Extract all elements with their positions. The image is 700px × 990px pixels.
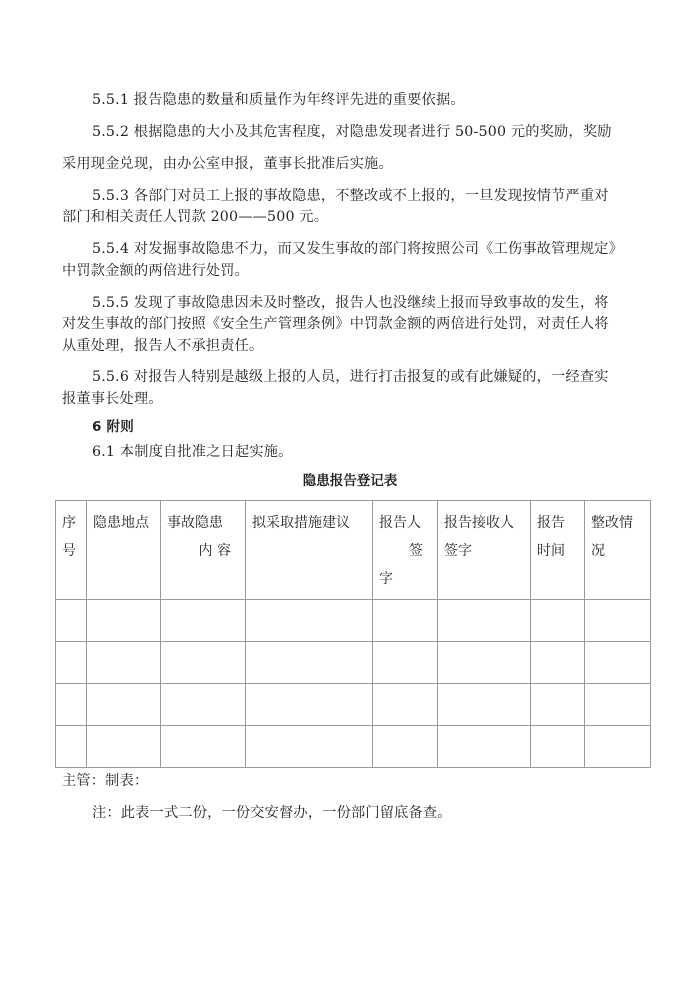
clause-5-5-5-line1: 5.5.5 发现了事故隐患因未及时整改，报告人也没继续上报而导致事故的发生，将	[92, 295, 609, 311]
table-cell[interactable]	[87, 726, 161, 768]
header-text: 隐患地点	[93, 515, 149, 531]
header-text: 号	[62, 543, 76, 559]
header-hazard-location	[87, 501, 161, 600]
table-header-row	[56, 501, 651, 600]
header-text: 报告	[537, 515, 565, 531]
clause-5-5-5-line3: 从重处理，报告人不承担责任。	[62, 338, 264, 354]
clause-5-5-2-line1: 5.5.2 根据隐患的大小及其危害程度，对隐患发现者进行 50-500 元的奖励，奖励	[92, 124, 612, 140]
table-cell[interactable]	[373, 726, 438, 768]
table-cell[interactable]	[161, 600, 246, 642]
table-cell[interactable]	[246, 726, 373, 768]
table-row	[56, 642, 651, 684]
header-text: 时间	[537, 543, 565, 559]
table-cell[interactable]	[438, 684, 531, 726]
clause-5-5-4-line2: 中罚款金额的两倍进行处罚。	[62, 263, 250, 279]
header-text: 字	[379, 571, 393, 587]
table-cell[interactable]	[56, 684, 87, 726]
table-cell[interactable]	[438, 642, 531, 684]
table-cell[interactable]	[161, 684, 246, 726]
header-text: 报告接收人	[444, 515, 514, 531]
table-cell[interactable]	[531, 726, 585, 768]
table-title: 隐患报告登记表	[302, 473, 398, 489]
table-cell[interactable]	[161, 642, 246, 684]
signature-line: 主管：制表：	[62, 773, 149, 789]
table-cell[interactable]	[246, 642, 373, 684]
header-serial-number	[56, 501, 87, 600]
table-cell[interactable]	[56, 600, 87, 642]
table-cell[interactable]	[531, 642, 585, 684]
table-cell[interactable]	[246, 600, 373, 642]
table-cell[interactable]	[531, 600, 585, 642]
hazard-report-table	[55, 500, 651, 768]
clause-5-5-1: 5.5.1 报告隐患的数量和质量作为年终评先进的重要依据。	[92, 92, 465, 108]
table-row	[56, 600, 651, 642]
table-cell[interactable]	[56, 642, 87, 684]
header-text: 内 容	[198, 543, 231, 559]
header-text: 序	[62, 515, 76, 531]
table-cell[interactable]	[87, 684, 161, 726]
header-text: 况	[591, 543, 605, 559]
table-cell[interactable]	[438, 726, 531, 768]
clause-5-5-6-line1: 5.5.6 对报告人特别是越级上报的人员，进行打击报复的或有此嫌疑的，一经查实	[92, 369, 609, 385]
table-cell[interactable]	[373, 642, 438, 684]
table-row	[56, 726, 651, 768]
section-6-1: 6.1 本制度自批准之日起实施。	[92, 444, 293, 460]
table-cell[interactable]	[161, 726, 246, 768]
clause-5-5-2-line2: 采用现金兑现，由办公室申报，董事长批准后实施。	[62, 156, 393, 172]
header-text: 拟采取措施建议	[252, 515, 350, 531]
clause-5-5-4-line1: 5.5.4 对发掘事故隐患不力，而又发生事故的部门将按照公司《工伤事故管理规定》	[92, 241, 623, 257]
section-6-heading: 6 附则	[92, 419, 134, 435]
table-cell[interactable]	[438, 600, 531, 642]
table-cell[interactable]	[87, 642, 161, 684]
table-note: 注：此表一式二份，一份交安督办，一份部门留底备查。	[92, 805, 452, 821]
table-cell[interactable]	[585, 600, 651, 642]
table-cell[interactable]	[373, 684, 438, 726]
header-text: 事故隐患	[167, 515, 223, 531]
header-reporter-signature	[373, 501, 438, 600]
table-cell[interactable]	[56, 726, 87, 768]
header-text: 签	[409, 543, 423, 559]
table-cell[interactable]	[246, 684, 373, 726]
table-cell[interactable]	[531, 684, 585, 726]
clause-5-5-5-line2: 对发生事故的部门按照《安全生产管理条例》中罚款金额的两倍进行处罚，对责任人将	[62, 316, 609, 332]
header-text: 报告人	[379, 515, 421, 531]
header-receiver-signature	[438, 501, 531, 600]
table-cell[interactable]	[373, 600, 438, 642]
table-cell[interactable]	[585, 642, 651, 684]
header-proposed-measures	[246, 501, 373, 600]
header-text: 整改情	[591, 515, 633, 531]
table-cell[interactable]	[87, 600, 161, 642]
table-cell[interactable]	[585, 684, 651, 726]
header-text: 签字	[444, 543, 472, 559]
clause-5-5-3-line1: 5.5.3 各部门对员工上报的事故隐患，不整改或不上报的，一旦发现按情节严重对	[92, 188, 609, 204]
header-rectification-status	[585, 501, 651, 600]
header-hazard-content	[161, 501, 246, 600]
table-row	[56, 684, 651, 726]
table-cell[interactable]	[585, 726, 651, 768]
header-report-time	[531, 501, 585, 600]
clause-5-5-3-line2: 部门和相关责任人罚款 200——500 元。	[62, 209, 329, 225]
clause-5-5-6-line2: 报董事长处理。	[62, 391, 163, 407]
